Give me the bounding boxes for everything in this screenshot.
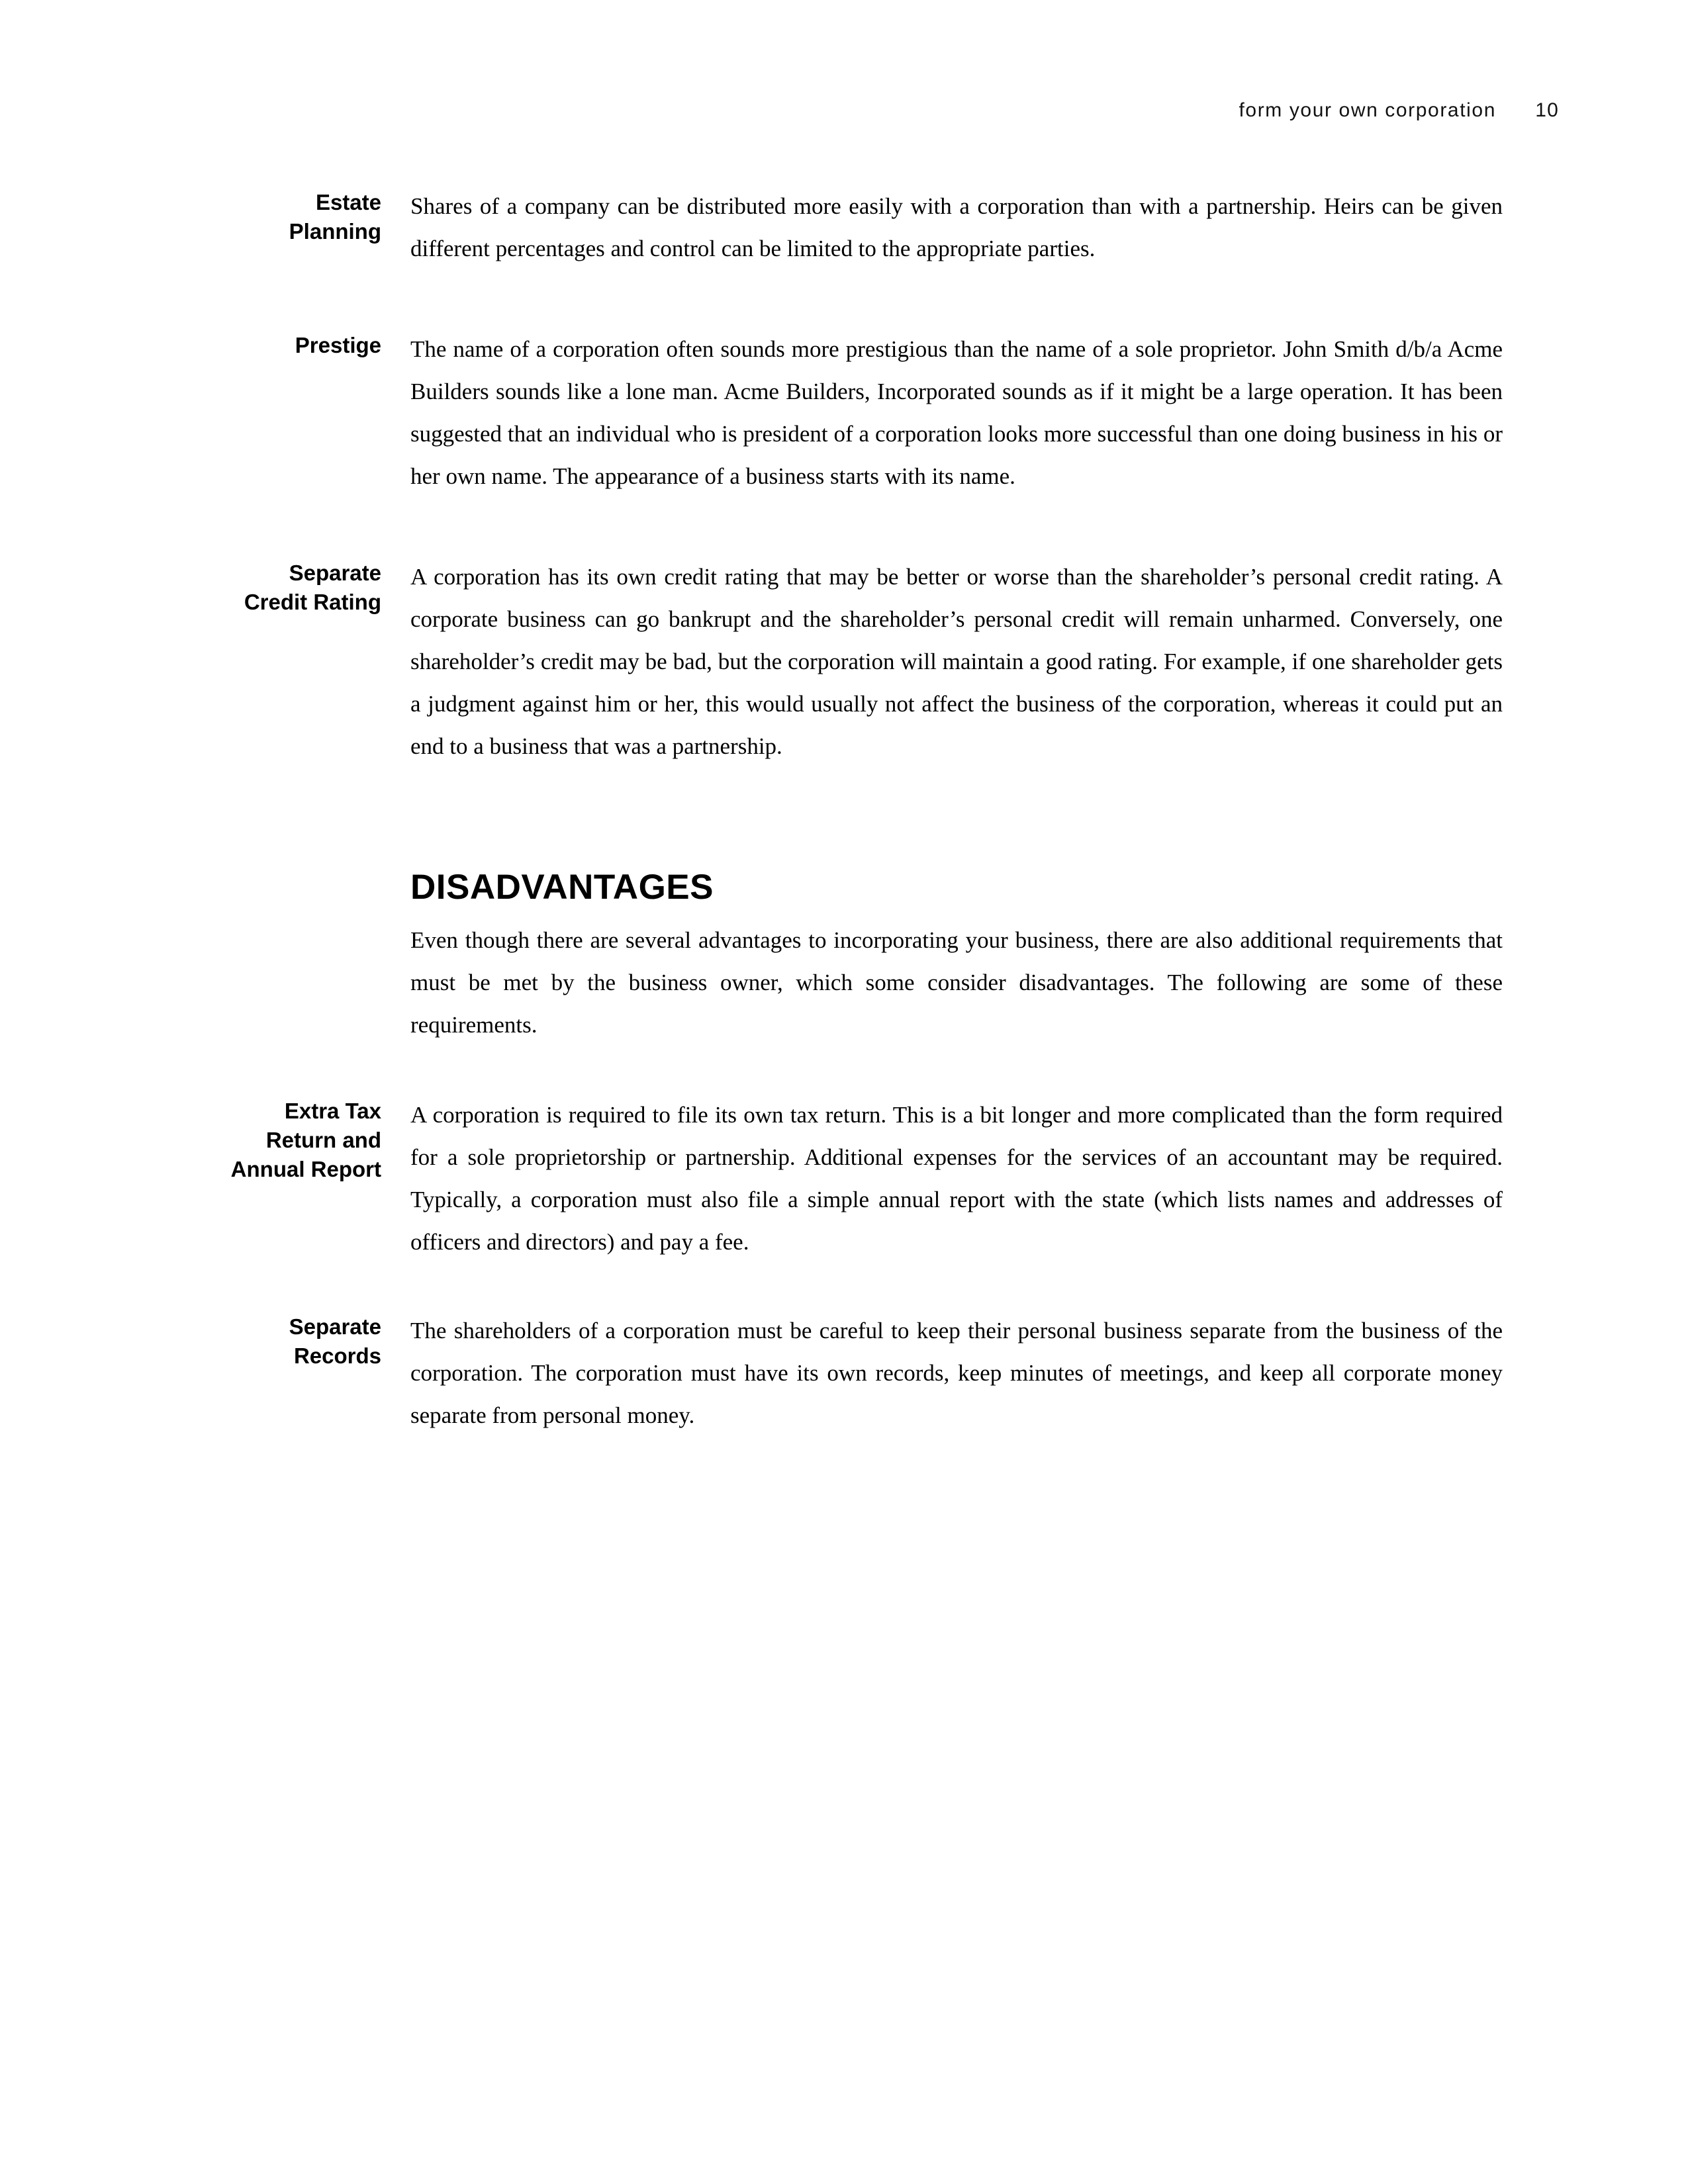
paragraph-estate-planning: Shares of a company can be distributed more easily with a corporation than with a partnership. Heirs can be given different percentages and control can be limited to the appropriate parties.	[410, 193, 1503, 261]
side-label-line-3: Annual Report	[230, 1157, 381, 1181]
section-heading-disadvantages: DISADVANTAGES	[410, 868, 714, 907]
section-body	[410, 867, 1503, 1046]
side-label-prestige	[185, 328, 410, 360]
running-head	[0, 99, 1688, 130]
running-head-title: form your own corporation	[1239, 99, 1496, 121]
side-label-line-2: Records	[293, 1343, 381, 1368]
section-block-extra-tax-return	[185, 1094, 1503, 1263]
side-label-line-1: Separate	[289, 1314, 381, 1339]
side-label-separate-credit-rating	[185, 556, 410, 617]
side-label-separate-records	[185, 1310, 410, 1371]
side-label-line-1: Extra Tax	[284, 1099, 381, 1123]
paragraph-extra-tax-return: A corporation is required to file its own tax return. This is a bit longer and more complicated than the form required for a sole proprietorship or partnership. Additional expenses for the services of an accountant may be required. Typically, a corporation must also file a simple annual report with the state (which lists names and addresses of officers and directors) and pay a fee.	[410, 1102, 1503, 1255]
side-label-estate-planning	[185, 185, 410, 246]
side-label-line-2: Planning	[289, 219, 381, 244]
section-block-separate-records	[185, 1310, 1503, 1437]
side-label-line-1: Separate	[289, 561, 381, 585]
section-disadvantages	[185, 867, 1503, 1046]
paragraph-prestige: The name of a corporation often sounds more prestigious than the name of a sole proprietor. John Smith d/b/a Acme Builders sounds like a lone man. Acme Builders, Incorporated sounds as if it might be a large operation. It has been suggested that an individual who is president of a corporation looks more successful than one doing business in his or her own name. The appearance of a business starts with its name.	[410, 336, 1503, 489]
side-label-line-2: Credit Rating	[244, 590, 381, 614]
section-gutter-spacer	[185, 867, 410, 1046]
page-content	[185, 185, 1503, 1467]
page-number: 10	[1535, 99, 1559, 121]
side-label-line-2: Return and	[265, 1128, 381, 1152]
paragraph-disadvantages-intro: Even though there are several advantages to incorporating your business, there are also additional requirements that must be met by the business owner, which some consider disadvantages. The following are some of these requirements.	[410, 927, 1503, 1038]
paragraph-separate-credit-rating: A corporation has its own credit rating that may be better or worse than the shareholder’s personal credit rating. A corporate business can go bankrupt and the shareholder’s personal credit will remain unharmed. Conversely, one shareholder’s credit may be bad, but the corporation will maintain a good rating. For example, if one shareholder gets a judgment against him or her, this would usually not affect the business of the corporation, whereas it could put an end to a business that was a partnership.	[410, 564, 1503, 759]
paragraph-separate-records: The shareholders of a corporation must be careful to keep their personal business separate from the business of the corporation. The corporation must have its own records, keep minutes of meetings, and keep all corporate money separate from personal money.	[410, 1318, 1503, 1428]
section-block-prestige	[185, 328, 1503, 498]
side-label-line-1: Prestige	[295, 333, 381, 357]
section-block-estate-planning	[185, 185, 1503, 270]
side-label-line-1: Estate	[315, 190, 381, 214]
side-label-extra-tax-return	[185, 1094, 410, 1184]
section-block-separate-credit-rating	[185, 556, 1503, 768]
